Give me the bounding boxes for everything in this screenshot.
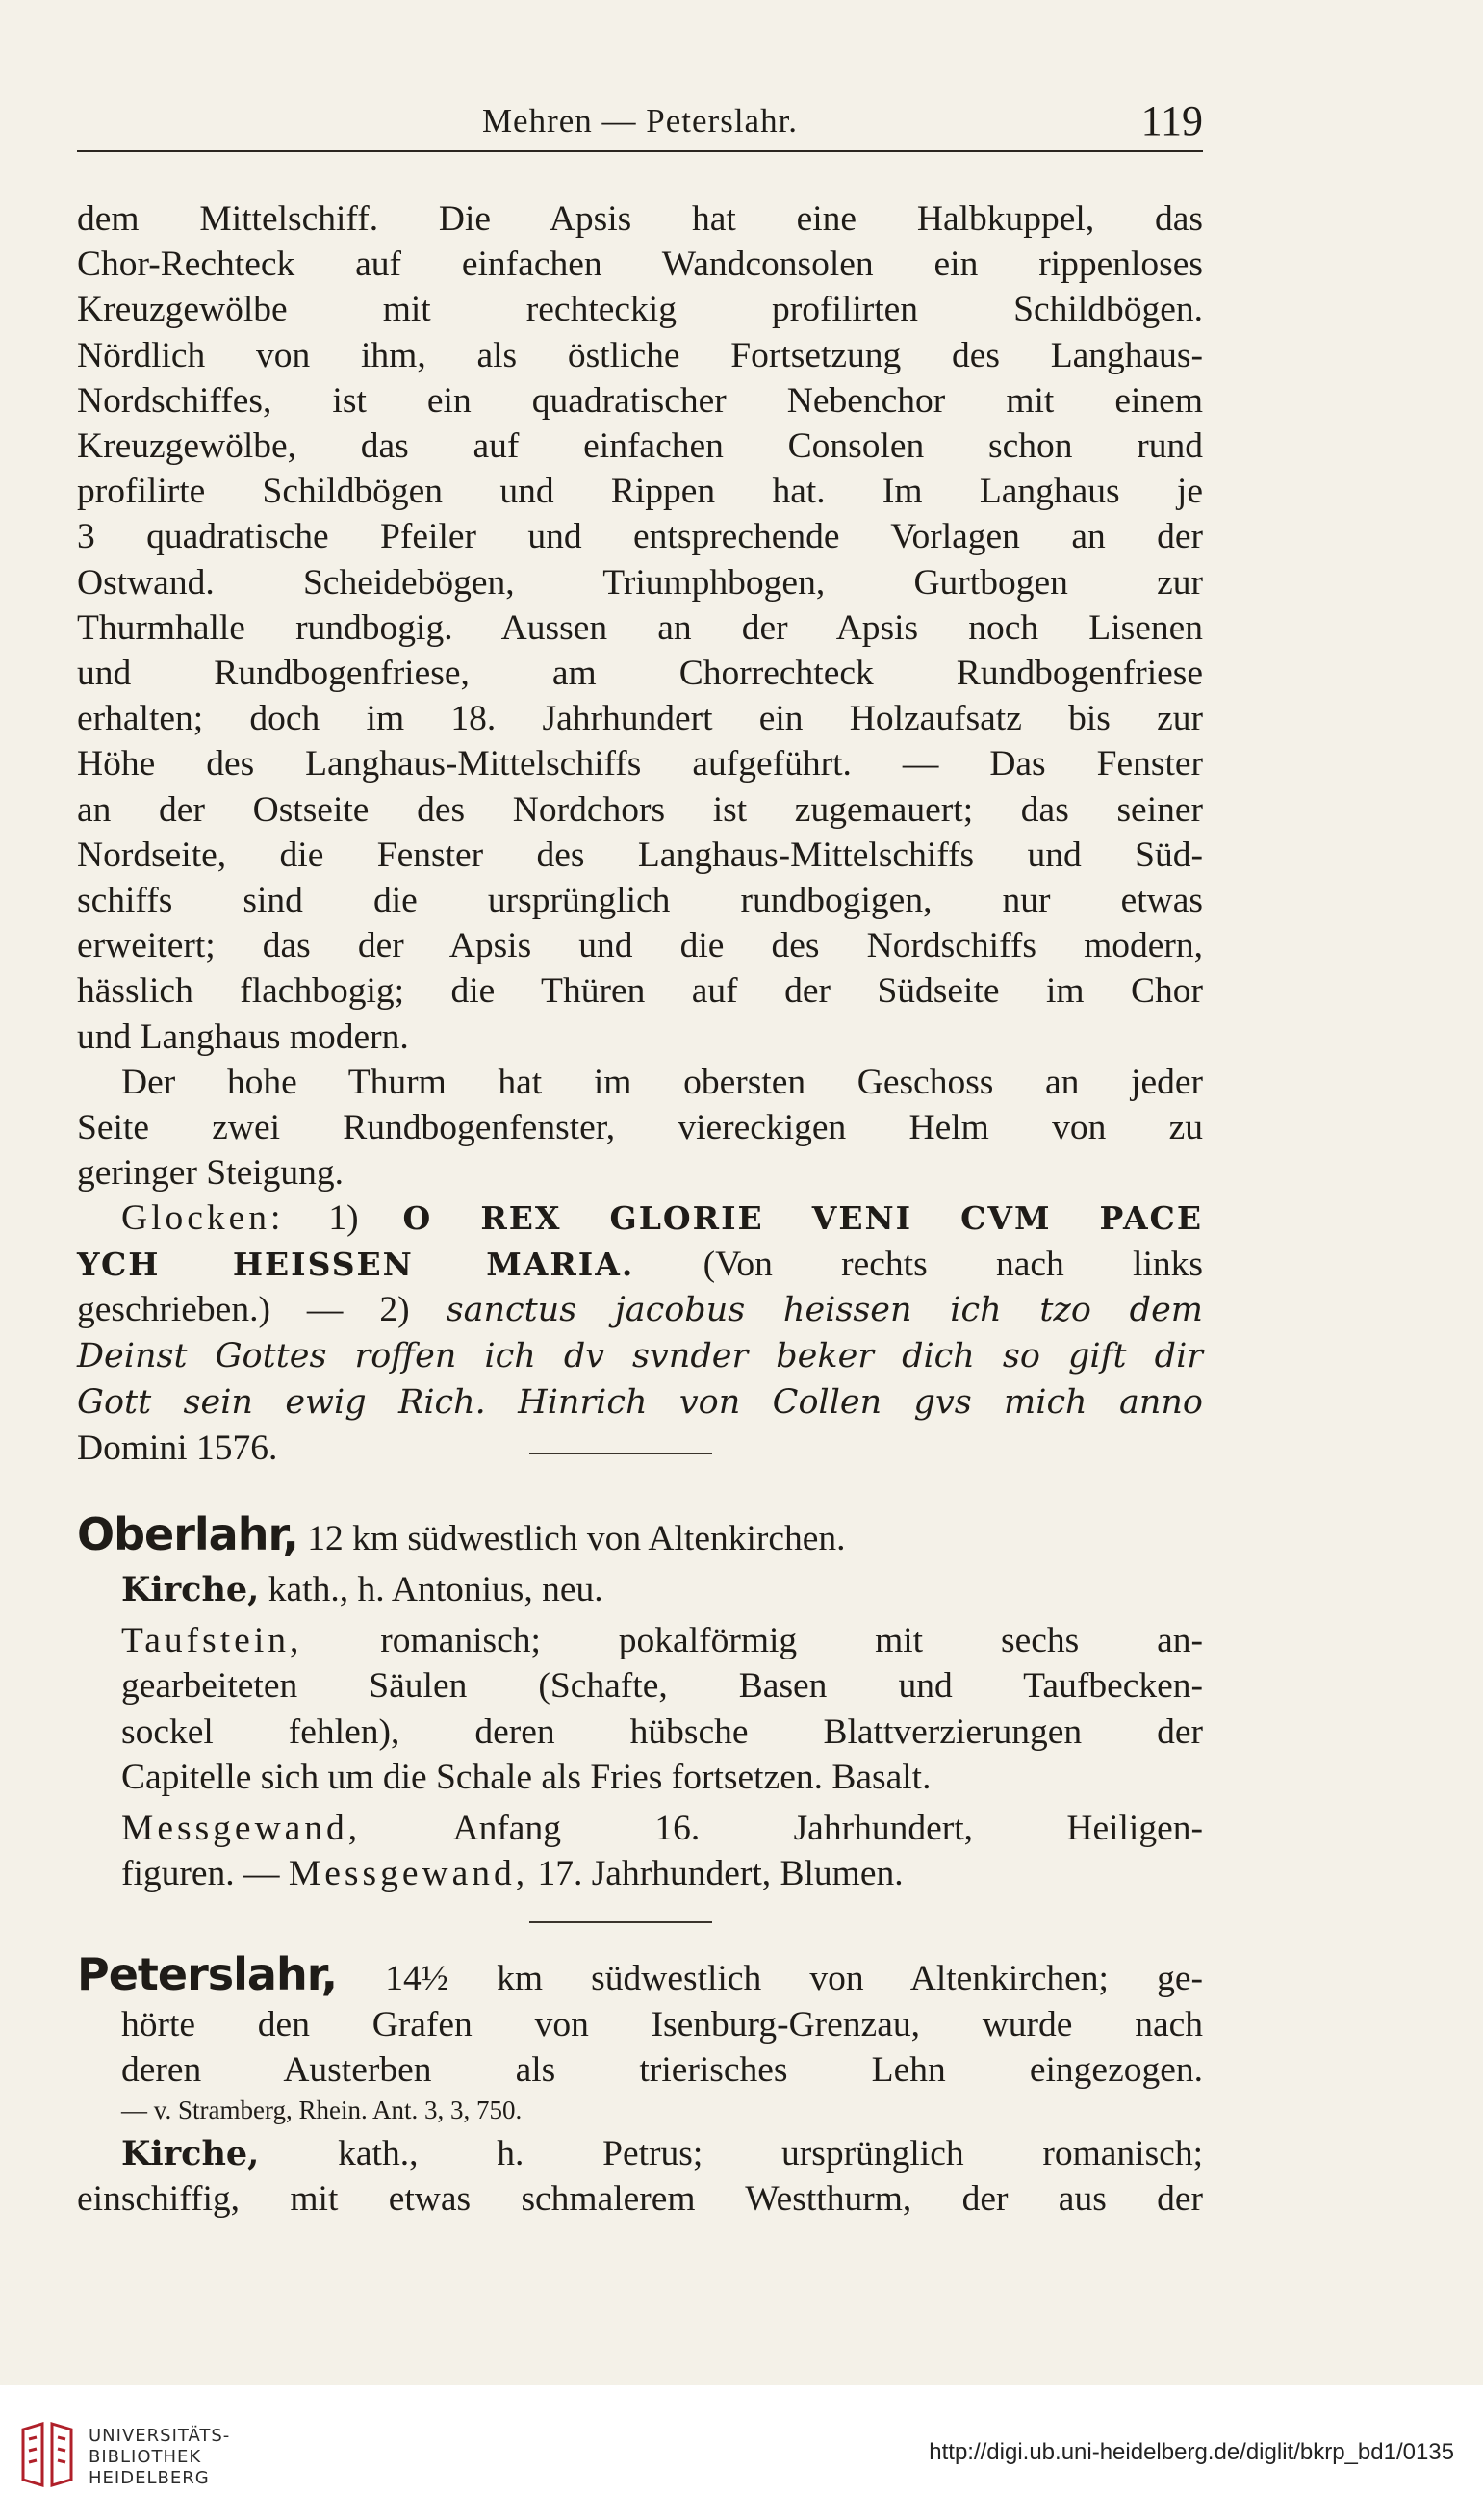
place-location: 14½ km südwestlich von Altenkirchen; ge-	[337, 1959, 1203, 1999]
bells-line	[77, 1333, 1203, 1379]
bells-line	[77, 1379, 1203, 1426]
source-url-link[interactable]: http://digi.ub.uni-heidelberg.de/diglit/bkrp_bd1/0135	[929, 2439, 1454, 2465]
text-line	[77, 1806, 1203, 1851]
text-line: geringer Steigung.	[77, 1153, 345, 1194]
entry-heading-line	[77, 1507, 1203, 1561]
text-line: Nordseite, die Fenster des Langhaus-Mittelschiffs und Süd-	[77, 835, 1203, 875]
church-text: kath., h. Petrus; ursprünglich romanisch;	[259, 2133, 1203, 2173]
object-label: Taufstein,	[121, 1621, 303, 1661]
text-line	[77, 1851, 1203, 1896]
header-rule	[77, 150, 1203, 152]
text-line: an der Ostseite des Nordchors ist zugemauert; das seiner	[77, 789, 1203, 830]
entry-heading-line	[77, 1948, 1203, 2001]
text-line: Kreuzgewölbe mit rechteckig profilirten Schildbögen.	[77, 290, 1203, 330]
text-line: und Rundbogenfriese, am Chorrechteck Rundbogenfriese	[77, 654, 1203, 694]
bell-number: 1)	[284, 1198, 403, 1239]
text-line: einschiffig, mit etwas schmalerem Westthurm, der aus der	[77, 2179, 1203, 2220]
bells-line	[77, 1196, 1203, 1241]
peterslahr-section	[77, 1948, 1203, 2222]
literature-reference: — v. Stramberg, Rhein. Ant. 3, 3, 750.	[121, 2095, 523, 2124]
heidelberg-library-logo-icon	[17, 2422, 77, 2489]
bells-label: Glocken:	[121, 1198, 285, 1239]
text-line: sockel fehlen), deren hübsche Blattverzierungen der	[121, 1711, 1203, 1752]
object-label: Messgewand,	[288, 1854, 529, 1894]
text-line: deren Austerben als trierisches Lehn eingezogen.	[121, 2049, 1203, 2090]
object-text: figuren. —	[121, 1854, 289, 1894]
text-line: 3 quadratische Pfeiler und entsprechende Vorlagen an der	[77, 517, 1203, 557]
text-line: Der hohe Thurm hat im obersten Geschoss an jeder	[121, 1062, 1203, 1102]
text-line: Nördlich von ihm, als östliche Fortsetzung des Langhaus-	[77, 335, 1203, 375]
page-header	[77, 96, 1203, 154]
running-head: Mehren — Peterslahr.	[481, 102, 799, 140]
text-line: Capitelle sich um die Schale als Fries fortsetzen. Basalt.	[121, 1757, 932, 1797]
bell-inscription: Gott sein ewig Rich. Hinrich von Collen gvs mich anno	[77, 1383, 1203, 1423]
library-name	[89, 2426, 230, 2489]
mehren-section	[77, 196, 1203, 1472]
text-line: Höhe des Langhaus-Mittelschiffs aufgeführt. — Das Fenster	[77, 744, 1203, 784]
digitization-footer	[0, 2385, 1483, 2520]
bells-line	[77, 1242, 1203, 1287]
bell-inscription: O REX GLORIE VENI CVM PACE	[402, 1199, 1203, 1238]
text-line	[77, 1567, 1203, 1612]
text-line	[77, 2131, 1203, 2176]
text-line: Thurmhalle rundbogig. Aussen an der Apsis noch Lisenen	[77, 607, 1203, 648]
text-line: und Langhaus modern.	[77, 1016, 409, 1057]
library-name-line: UNIVERSITÄTS-	[89, 2426, 231, 2446]
place-name: Oberlahr,	[77, 1507, 298, 1560]
object-text: Anfang 16. Jahrhundert, Heiligen-	[361, 1808, 1203, 1848]
bells-line	[77, 1287, 1203, 1333]
church-text: kath., h. Antonius, neu.	[259, 1569, 603, 1609]
text-line: gearbeiteten Säulen (Schafte, Basen und Taufbecken-	[121, 1666, 1203, 1707]
text-line: erhalten; doch im 18. Jahrhundert ein Holzaufsatz bis zur	[77, 699, 1203, 739]
oberlahr-section	[77, 1507, 1203, 1897]
bell-inscription: sanctus jacobus heissen ich tzo dem	[446, 1290, 1203, 1329]
bell-note: geschrieben.) — 2)	[77, 1289, 447, 1329]
place-name: Peterslahr,	[77, 1948, 338, 2001]
bell-inscription: YCH HEISSEN MARIA.	[77, 1245, 635, 1283]
object-text: romanisch; pokalförmig mit sechs an-	[302, 1621, 1203, 1661]
place-location: 12 km südwestlich von Altenkirchen.	[297, 1518, 846, 1558]
text-line: profilirte Schildbögen und Rippen hat. Im Langhaus je	[77, 472, 1203, 512]
church-label: Kirche,	[121, 1569, 260, 1609]
church-label: Kirche,	[121, 2133, 260, 2173]
text-line: Seite zwei Rundbogenfenster, viereckigen Helm von zu	[77, 1108, 1203, 1148]
text-line: Kreuzgewölbe, das auf einfachen Consolen schon rund	[77, 426, 1203, 467]
text-line: erweitert; das der Apsis und die des Nordschiffs modern,	[77, 926, 1203, 966]
text-line: schiffs sind die ursprünglich rundbogigen, nur etwas	[77, 881, 1203, 921]
book-page	[77, 96, 1203, 2222]
text-line: hässlich flachbogig; die Thüren auf der Südseite im Chor	[77, 971, 1203, 1012]
text-line: dem Mittelschiff. Die Apsis hat eine Halbkuppel, das	[77, 199, 1203, 239]
object-label: Messgewand,	[121, 1808, 362, 1848]
text-line	[77, 1618, 1203, 1663]
library-name-line: HEIDELBERG	[89, 2468, 210, 2488]
page-number: 119	[1140, 97, 1203, 144]
text-line: Chor-Rechteck auf einfachen Wandconsolen ein rippenloses	[77, 244, 1203, 285]
bell-note: (Von rechts nach links	[634, 1244, 1203, 1284]
text-line: hörte den Grafen von Isenburg-Grenzau, wurde nach	[121, 2004, 1203, 2044]
text-line: Ostwand. Scheidebögen, Triumphbogen, Gurtbogen zur	[77, 562, 1203, 603]
text-line: Nordschiffes, ist ein quadratischer Nebenchor mit einem	[77, 380, 1203, 421]
object-text: 17. Jahrhundert, Blumen.	[528, 1854, 904, 1894]
bell-inscription: Deinst Gottes roffen ich dv svnder beker dich so gift dir	[77, 1337, 1203, 1376]
bells-line: Domini 1576.	[77, 1428, 278, 1469]
library-name-line: BIBLIOTHEK	[89, 2447, 202, 2467]
